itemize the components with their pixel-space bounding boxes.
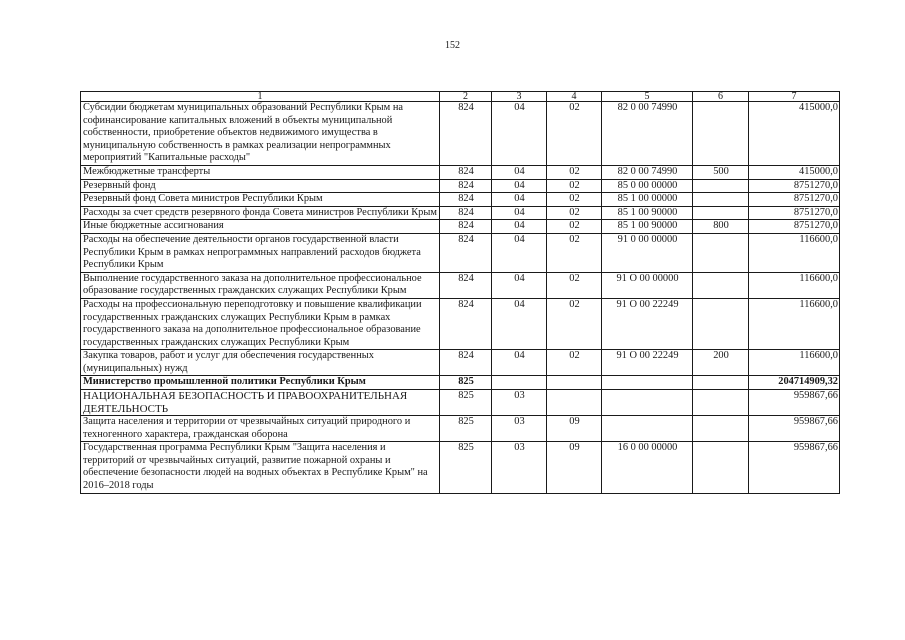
row-code-subsection — [547, 376, 602, 390]
row-code-section — [492, 376, 547, 390]
row-code-subsection: 02 — [547, 206, 602, 220]
table-row — [81, 376, 840, 390]
row-expense-type — [693, 442, 749, 493]
header-col-5: 5 — [602, 92, 693, 102]
row-code-subsection: 02 — [547, 220, 602, 234]
row-amount: 8751270,0 — [749, 206, 840, 220]
row-code-ministry: 824 — [440, 206, 492, 220]
row-target-article — [602, 416, 693, 442]
row-amount: 116600,0 — [749, 298, 840, 349]
row-name: Резервный фонд Совета министров Республики Крым — [81, 193, 440, 207]
row-name: Расходы за счет средств резервного фонда Совета министров Республики Крым — [81, 206, 440, 220]
row-code-subsection: 02 — [547, 233, 602, 272]
row-code-section: 04 — [492, 102, 547, 166]
row-code-ministry: 825 — [440, 390, 492, 416]
row-expense-type — [693, 272, 749, 298]
row-code-subsection: 09 — [547, 416, 602, 442]
row-name: Государственная программа Республики Крым "Защита населения и территорий от чрезвычайных ситуаций, развитие пожарной охраны и обеспечение безопасности людей на водных объектах в Республике Крым" на 2016–2018 годы — [81, 442, 440, 493]
table-row — [81, 220, 840, 234]
table-row — [81, 272, 840, 298]
row-target-article: 91 О 00 00000 — [602, 272, 693, 298]
table-header — [81, 92, 840, 102]
row-amount: 959867,66 — [749, 390, 840, 416]
row-name: Межбюджетные трансферты — [81, 165, 440, 179]
row-code-section: 04 — [492, 220, 547, 234]
row-code-subsection: 02 — [547, 193, 602, 207]
row-target-article: 16 0 00 00000 — [602, 442, 693, 493]
row-name: Закупка товаров, работ и услуг для обеспечения государственных (муниципальных) нужд — [81, 350, 440, 376]
row-expense-type: 200 — [693, 350, 749, 376]
row-name: Иные бюджетные ассигнования — [81, 220, 440, 234]
row-amount: 959867,66 — [749, 416, 840, 442]
row-code-ministry: 824 — [440, 272, 492, 298]
header-col-2: 2 — [440, 92, 492, 102]
row-code-section: 04 — [492, 206, 547, 220]
row-code-section: 04 — [492, 272, 547, 298]
row-target-article: 91 0 00 00000 — [602, 233, 693, 272]
row-code-ministry: 824 — [440, 179, 492, 193]
table-row — [81, 298, 840, 349]
row-expense-type — [693, 376, 749, 390]
row-code-subsection: 02 — [547, 102, 602, 166]
row-code-section: 03 — [492, 390, 547, 416]
row-amount: 415000,0 — [749, 165, 840, 179]
row-code-subsection: 02 — [547, 165, 602, 179]
row-code-section: 03 — [492, 416, 547, 442]
row-name: Резервный фонд — [81, 179, 440, 193]
header-col-4: 4 — [547, 92, 602, 102]
row-code-ministry: 825 — [440, 442, 492, 493]
row-code-ministry: 824 — [440, 233, 492, 272]
row-target-article: 82 0 00 74990 — [602, 165, 693, 179]
row-code-ministry: 824 — [440, 193, 492, 207]
table-row — [81, 193, 840, 207]
row-name: Расходы на профессиональную переподготовку и повышение квалификации государственных гражданских служащих Республики Крым в рамках государственного заказа на дополнительное профессиональное образование государственных гражданских служащих Республики Крым — [81, 298, 440, 349]
row-code-subsection: 02 — [547, 298, 602, 349]
row-code-subsection: 02 — [547, 350, 602, 376]
row-code-section: 04 — [492, 298, 547, 349]
row-name: Министерство промышленной политики Республики Крым — [81, 376, 440, 390]
row-code-section: 04 — [492, 233, 547, 272]
row-name: Субсидии бюджетам муниципальных образований Республики Крым на софинансирование капитальных вложений в объекты муниципальной собственности, приобретение объектов недвижимого имущества в муниципальную собственность в рамках реализации непрограммных мероприятий "Капитальные расходы" — [81, 102, 440, 166]
row-code-section: 04 — [492, 165, 547, 179]
header-col-7: 7 — [749, 92, 840, 102]
row-name: НАЦИОНАЛЬНАЯ БЕЗОПАСНОСТЬ И ПРАВООХРАНИТЕЛЬНАЯ ДЕЯТЕЛЬНОСТЬ — [81, 390, 440, 416]
row-amount: 116600,0 — [749, 272, 840, 298]
row-code-ministry: 824 — [440, 165, 492, 179]
header-row — [81, 92, 840, 102]
row-target-article: 85 1 00 90000 — [602, 220, 693, 234]
row-code-subsection: 09 — [547, 442, 602, 493]
table-row — [81, 233, 840, 272]
row-expense-type — [693, 233, 749, 272]
row-amount: 8751270,0 — [749, 193, 840, 207]
row-code-subsection: 02 — [547, 179, 602, 193]
row-expense-type — [693, 416, 749, 442]
row-code-subsection: 02 — [547, 272, 602, 298]
row-expense-type — [693, 298, 749, 349]
table-row — [81, 165, 840, 179]
row-expense-type: 500 — [693, 165, 749, 179]
row-expense-type — [693, 179, 749, 193]
table-row — [81, 102, 840, 166]
row-target-article — [602, 390, 693, 416]
row-target-article: 85 0 00 00000 — [602, 179, 693, 193]
row-amount: 204714909,32 — [749, 376, 840, 390]
row-amount: 116600,0 — [749, 233, 840, 272]
row-target-article: 91 О 00 22249 — [602, 350, 693, 376]
row-target-article: 91 О 00 22249 — [602, 298, 693, 349]
row-amount: 959867,66 — [749, 442, 840, 493]
row-code-section: 04 — [492, 350, 547, 376]
row-code-section: 04 — [492, 193, 547, 207]
row-amount: 415000,0 — [749, 102, 840, 166]
table-row — [81, 416, 840, 442]
header-col-6: 6 — [693, 92, 749, 102]
row-expense-type: 800 — [693, 220, 749, 234]
row-code-subsection — [547, 390, 602, 416]
row-target-article: 82 0 00 74990 — [602, 102, 693, 166]
table-row — [81, 350, 840, 376]
budget-table — [80, 91, 840, 494]
row-target-article: 85 1 00 90000 — [602, 206, 693, 220]
table-body — [81, 102, 840, 494]
table-row — [81, 179, 840, 193]
row-target-article — [602, 376, 693, 390]
row-target-article: 85 1 00 00000 — [602, 193, 693, 207]
table-row — [81, 206, 840, 220]
row-expense-type — [693, 206, 749, 220]
row-code-section: 04 — [492, 179, 547, 193]
row-code-ministry: 825 — [440, 416, 492, 442]
row-code-ministry: 824 — [440, 102, 492, 166]
row-expense-type — [693, 193, 749, 207]
row-name: Защита населения и территории от чрезвычайных ситуаций природного и техногенного характера, гражданская оборона — [81, 416, 440, 442]
row-code-ministry: 824 — [440, 350, 492, 376]
row-name: Расходы на обеспечение деятельности органов государственной власти Республики Крым в рамках непрограммных направлений расходов бюджета Республики Крым — [81, 233, 440, 272]
row-amount: 8751270,0 — [749, 179, 840, 193]
table-row — [81, 442, 840, 493]
row-expense-type — [693, 102, 749, 166]
page-number: 152 — [445, 40, 460, 51]
row-code-ministry: 824 — [440, 220, 492, 234]
row-code-section: 03 — [492, 442, 547, 493]
row-expense-type — [693, 390, 749, 416]
row-code-ministry: 824 — [440, 298, 492, 349]
row-amount: 8751270,0 — [749, 220, 840, 234]
row-name: Выполнение государственного заказа на дополнительное профессиональное образование государственных гражданских служащих Республики Крым — [81, 272, 440, 298]
table-row — [81, 390, 840, 416]
header-col-3: 3 — [492, 92, 547, 102]
row-code-ministry: 825 — [440, 376, 492, 390]
row-amount: 116600,0 — [749, 350, 840, 376]
header-col-1: 1 — [81, 92, 440, 102]
